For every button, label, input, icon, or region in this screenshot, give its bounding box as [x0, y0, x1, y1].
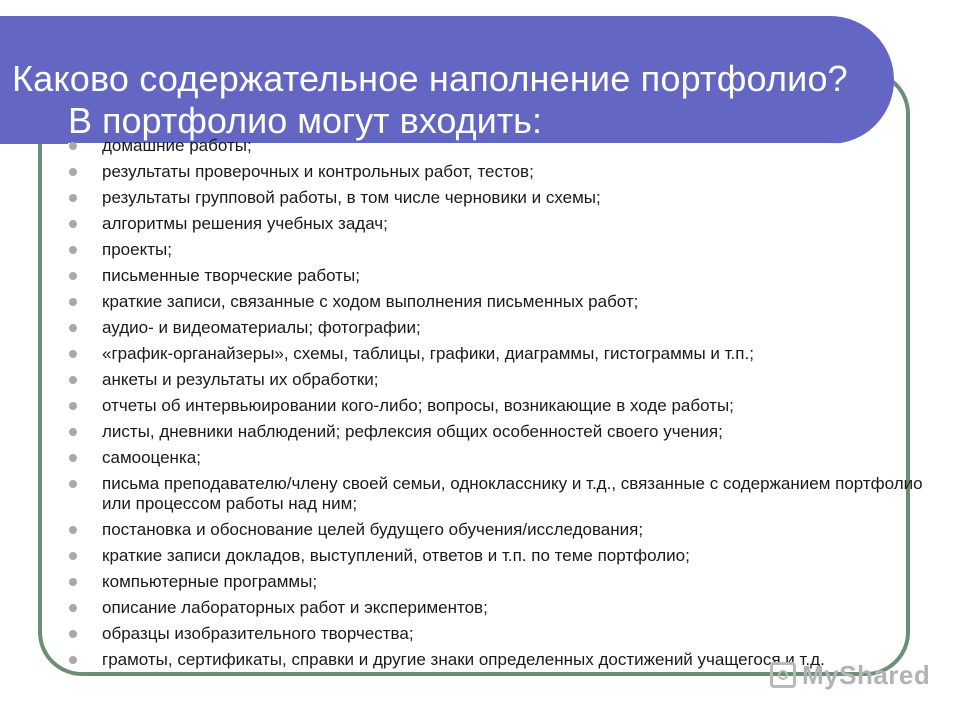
list-item-text: компьютерные программы; [102, 572, 318, 591]
bullet-icon [69, 402, 77, 410]
list-item [60, 520, 930, 540]
list-item-text: краткие записи, связанные с ходом выполнения письменных работ; [102, 292, 639, 311]
content-list [60, 136, 930, 676]
bullet-icon [69, 350, 77, 358]
bullet-icon [69, 272, 77, 280]
watermark [770, 660, 930, 690]
bullet-icon [69, 526, 77, 534]
bullet-icon [69, 298, 77, 306]
bullet-icon [69, 324, 77, 332]
list-item [60, 396, 930, 416]
bullet-icon [69, 656, 77, 664]
list-item [60, 546, 930, 566]
bullet-icon [69, 630, 77, 638]
list-item-text: результаты групповой работы, в том числе черновики и схемы; [102, 188, 601, 207]
list-item [60, 214, 930, 234]
list-item [60, 136, 930, 156]
bullet-icon [69, 428, 77, 436]
list-item-text: постановка и обоснование целей будущего обучения/исследования; [102, 520, 644, 539]
list-item-text: образцы изобразительного творчества; [102, 624, 414, 643]
list-item [60, 422, 930, 442]
bullet-icon [69, 246, 77, 254]
bullet-icon [69, 220, 77, 228]
bullet-icon [69, 578, 77, 586]
list-item-text: письменные творческие работы; [102, 266, 360, 285]
list-item-text: анкеты и результаты их обработки; [102, 370, 379, 389]
list-item-text: грамоты, сертификаты, справки и другие знаки определенных достижений учащегося и т.д. [102, 650, 825, 669]
list-item-text: отчеты об интервьюировании кого-либо; вопросы, возникающие в ходе работы; [102, 396, 734, 415]
bullet-icon [69, 376, 77, 384]
list-item-text: письма преподавателю/члену своей семьи, однокласснику и т.д., связанные с содержанием портфолио или процессом работы над ним; [102, 474, 923, 513]
list-item-text: описание лабораторных работ и экспериментов; [102, 598, 488, 617]
bullet-icon [69, 142, 77, 150]
bullet-icon [69, 194, 77, 202]
list-item [60, 162, 930, 182]
list-item [60, 624, 930, 644]
bullet-icon [69, 454, 77, 462]
list-item-text: листы, дневники наблюдений; рефлексия общих особенностей своего учения; [102, 422, 723, 441]
list-item [60, 370, 930, 390]
list-item-text: алгоритмы решения учебных задач; [102, 214, 388, 233]
bullet-icon [69, 480, 77, 488]
list-item-text: самооценка; [102, 448, 201, 467]
list-item [60, 266, 930, 286]
list-item [60, 598, 930, 618]
list-item [60, 318, 930, 338]
list-item [60, 572, 930, 592]
list-item-text: проекты; [102, 240, 172, 259]
list-item [60, 474, 930, 514]
list-item [60, 188, 930, 208]
list-item-text: аудио- и видеоматериалы; фотографии; [102, 318, 421, 337]
title-banner [0, 16, 894, 144]
list-item [60, 292, 930, 312]
bullet-icon [69, 168, 77, 176]
list-item-text: домашние работы; [102, 136, 252, 155]
watermark-text: MyShared [802, 659, 931, 690]
list-item [60, 344, 930, 364]
list-item-text: краткие записи докладов, выступлений, ответов и т.п. по теме портфолио; [102, 546, 690, 565]
myshared-logo-icon [770, 662, 796, 688]
bullet-icon [69, 552, 77, 560]
slide-subtitle: В портфолио могут входить: [68, 100, 542, 141]
list-item-text: «график-органайзеры», схемы, таблицы, графики, диаграммы, гистограммы и т.п.; [102, 344, 754, 363]
list-item [60, 448, 930, 468]
slide-title: Каково содержательное наполнение портфолио? [12, 58, 848, 99]
bullet-icon [69, 604, 77, 612]
list-item [60, 240, 930, 260]
list-item-text: результаты проверочных и контрольных работ, тестов; [102, 162, 534, 181]
